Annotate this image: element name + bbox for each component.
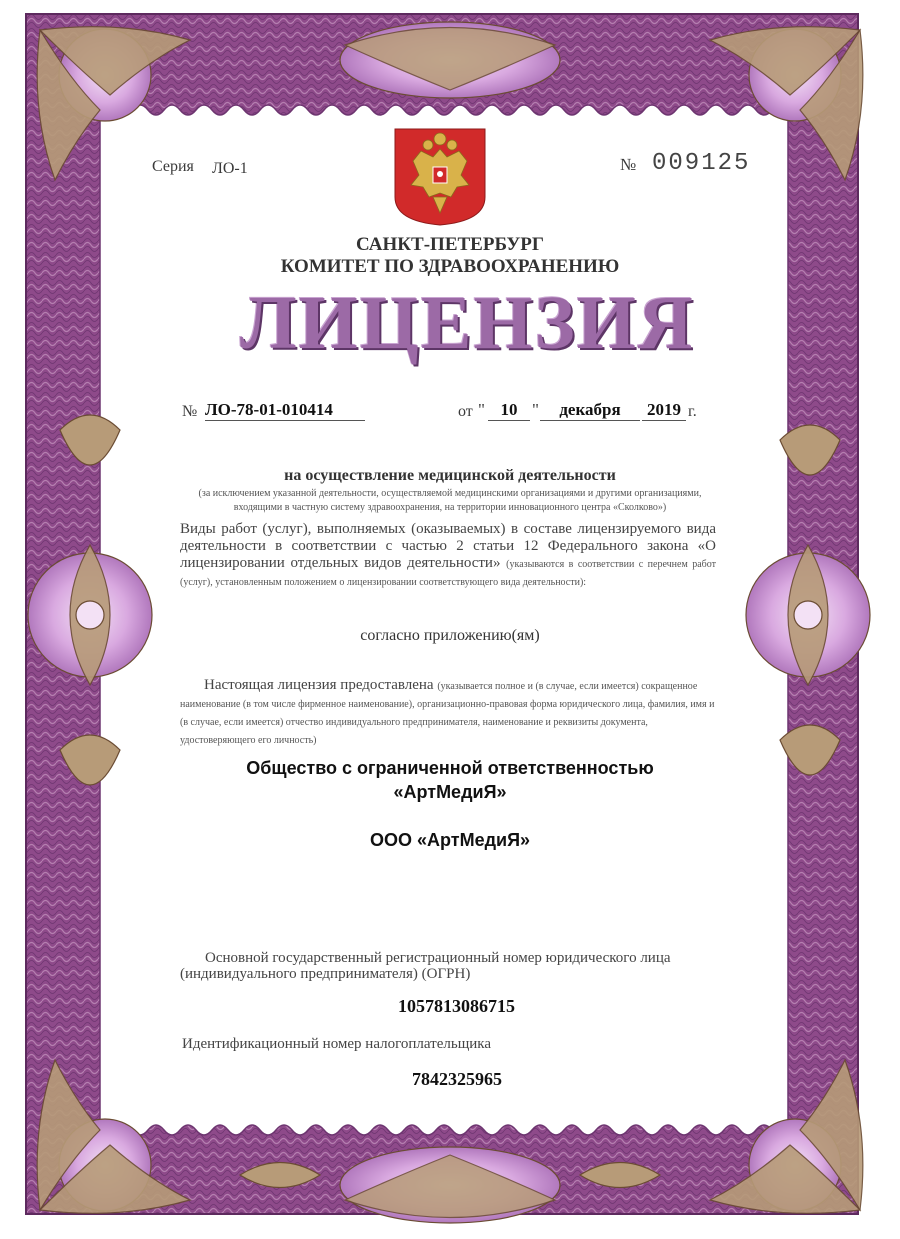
grantee-intro: Настоящая лицензия предоставлена (204, 677, 434, 693)
date-day: 10 (488, 400, 530, 421)
works-description: Виды работ (услуг), выполняемых (оказываемых) в составе лицензируемого вида деятельности в соответствии с частью 2 статьи 12 Федерального закона «О лицензировании отдельных видов деятельности» (180, 521, 716, 571)
series-label: Серия (152, 158, 194, 175)
license-number: ЛО-78-01-010414 (205, 400, 365, 421)
date-year: 2019 (642, 400, 686, 421)
document-title: ЛИЦЕНЗИЯ (240, 281, 695, 365)
works-value: согласно приложению(ям) (360, 627, 540, 644)
date-quote-open: " (478, 400, 485, 419)
works-text (180, 521, 716, 591)
coat-of-arms-icon (393, 127, 487, 227)
authority-city: САНКТ-ПЕТЕРБУРГ (356, 234, 544, 255)
grantee-full-name-line2: «АртМедиЯ» (393, 782, 507, 802)
grantee-full-name-line1: Общество с ограниченной ответственностью (246, 758, 654, 778)
works-note: (указываются в соответствии с перечнем работ (услуг), установленным положением о лицензировании соответствующего вида деятельности): (180, 559, 716, 588)
inn-label: Идентификационный номер налогоплательщика (182, 1036, 492, 1052)
inn-value: 7842325965 (412, 1069, 502, 1089)
series-value: ЛО-1 (212, 160, 248, 177)
date-month: декабря (540, 400, 640, 421)
ogrn-label-line2: (индивидуального предпринимателя) (ОГРН) (180, 966, 471, 982)
grantee-note: (указывается полное и (в случае, если имеется) сокращенное наименование (в том числе фирменное наименование), организационно-правовая форма юридического лица, фамилия, имя и (в случае, если имеется) отчество индивидуального предпринимателя, наименование и реквизиты документа, удостоверяющего его личность) (180, 681, 715, 746)
ogrn-label-line1: Основной государственный регистрационный номер юридического лица (205, 950, 671, 966)
number-sign: № (620, 155, 637, 174)
license-number-sign: № (182, 403, 198, 420)
authority-committee: КОМИТЕТ ПО ЗДРАВООХРАНЕНИЮ (280, 256, 620, 277)
date-year-suffix: г. (688, 403, 697, 420)
form-number: 009125 (652, 150, 751, 177)
ogrn-value: 1057813086715 (398, 996, 515, 1016)
grantee-block (180, 677, 716, 749)
activity-note: (за исключением указанной деятельности, осуществляемой медицинскими организациями и другими организациями, входящими в частную систему здравоохранения, на территории инновационного центра «Сколково») (198, 488, 702, 513)
date-prefix: от (458, 403, 473, 420)
grantee-short-name: ООО «АртМедиЯ» (369, 830, 531, 850)
date-quote-close: " (532, 400, 539, 419)
activity-heading: на осуществление медицинской деятельности (284, 467, 616, 484)
